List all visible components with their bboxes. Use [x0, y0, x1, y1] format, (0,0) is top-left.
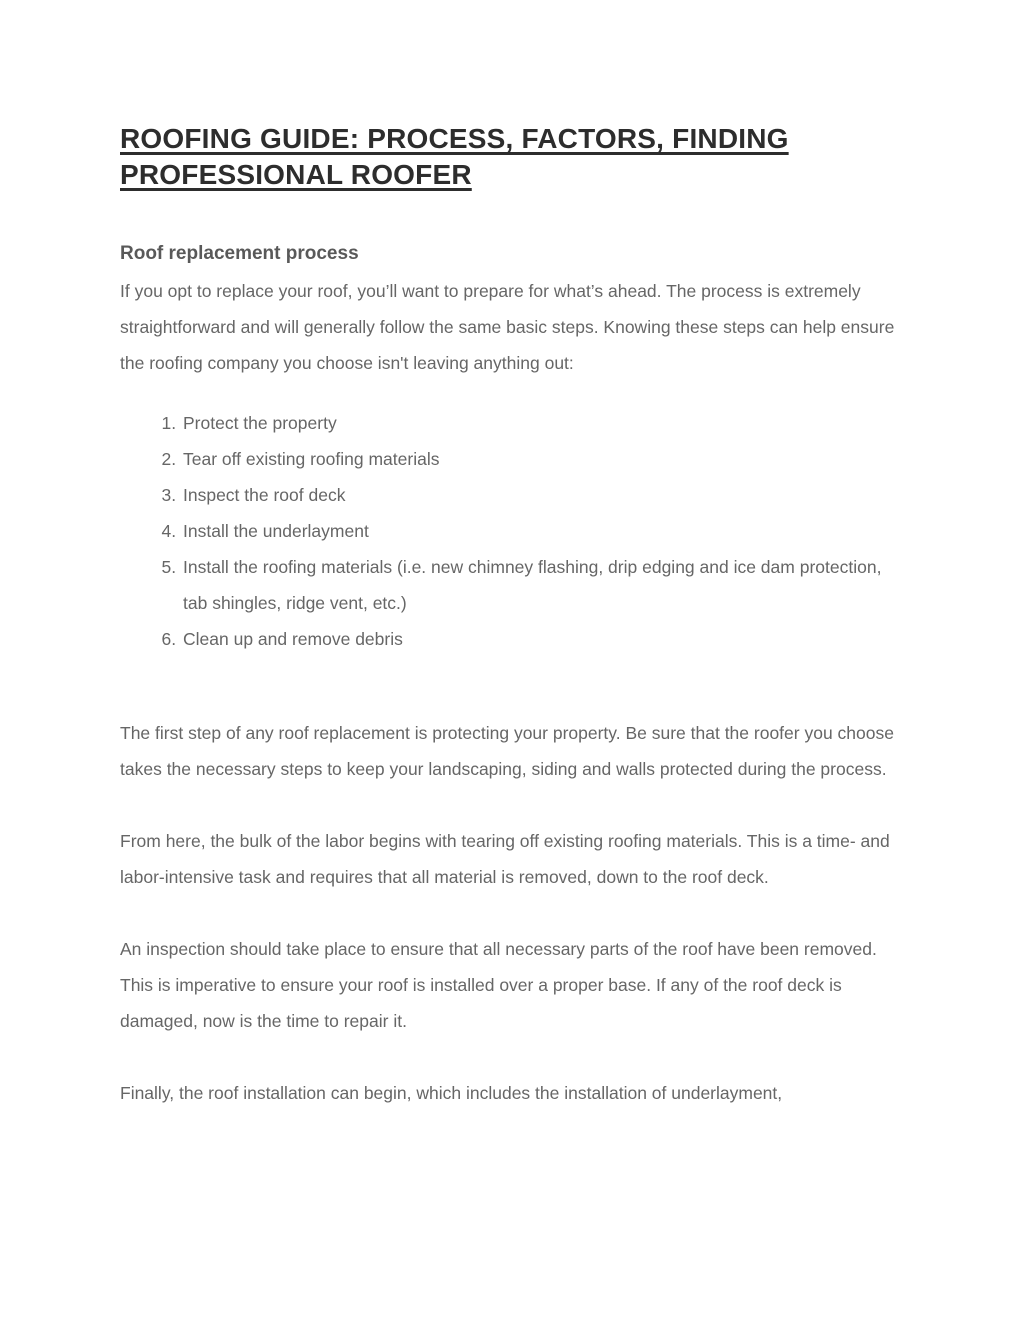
list-item-step-6: 6. Clean up and remove debris — [181, 621, 905, 657]
body-paragraph-installation: Finally, the roof installation can begin, which includes the installation of underlayment, — [120, 1083, 783, 1103]
body-paragraph-tear-off: From here, the bulk of the labor begins with tearing off existing roofing materials. This is a time- and labor-intensive task and requires that all material is removed, down to the roof deck. — [120, 831, 890, 887]
process-steps-list — [120, 405, 905, 657]
list-item-step-4: 4. Install the underlayment — [181, 513, 905, 549]
document-title: ROOFING GUIDE: PROCESS, FACTORS, FINDING PROFESSIONAL ROOFER — [120, 123, 789, 190]
intro-paragraph: If you opt to replace your roof, you’ll want to prepare for what’s ahead. The process is extremely straightforward and will generally follow the same basic steps. Knowing these steps can help ensure the roofing company you choose isn't leaving anything out: — [120, 281, 895, 373]
list-item-step-2: 2. Tear off existing roofing materials — [181, 441, 905, 477]
list-item-step-1: 1. Protect the property — [181, 405, 905, 441]
list-item-step-3: 3. Inspect the roof deck — [181, 477, 905, 513]
body-paragraph-protect-property: The first step of any roof replacement is protecting your property. Be sure that the roofer you choose takes the necessary steps to keep your landscaping, siding and walls protected during the process. — [120, 723, 894, 779]
section-heading-roof-replacement-process: Roof replacement process — [120, 243, 359, 264]
list-item-step-5: 5. Install the roofing materials (i.e. new chimney flashing, drip edging and ice dam protection, tab shingles, ridge vent, etc.) — [181, 549, 905, 621]
body-paragraph-inspection: An inspection should take place to ensure that all necessary parts of the roof have been removed. This is imperative to ensure your roof is installed over a proper base. If any of the roof deck is damaged, now is the time to repair it. — [120, 939, 877, 1031]
